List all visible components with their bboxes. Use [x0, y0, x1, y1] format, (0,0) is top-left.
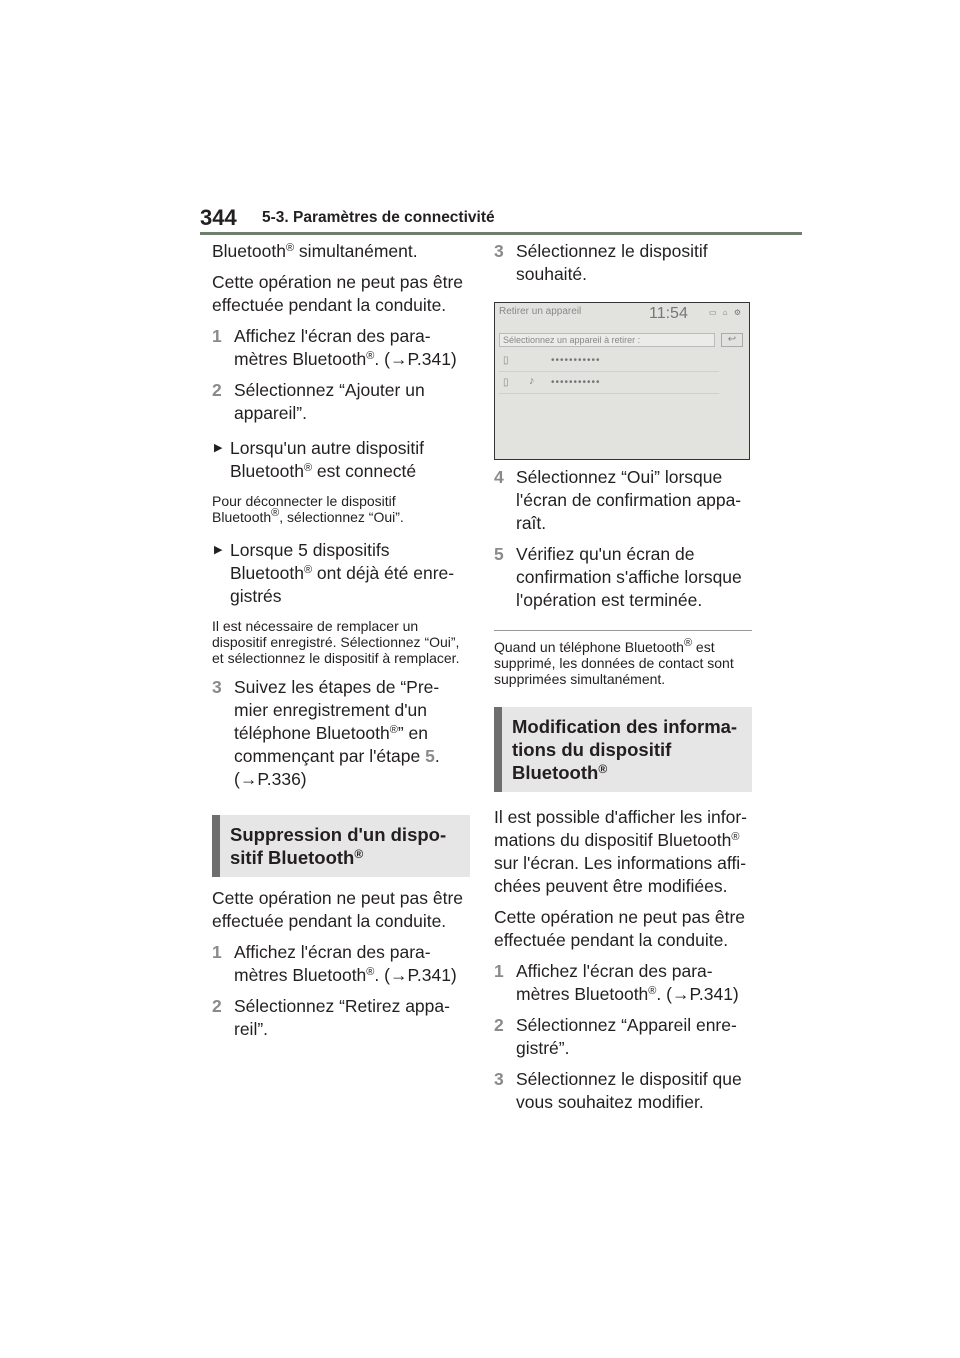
- modify-step-2: 2 Sélectionnez “Appareil enre-gistré”.: [494, 1015, 737, 1058]
- screen-title: Retirer un appareil: [499, 306, 582, 317]
- delete-step-5: 5 Vérifiez qu'un écran de confirmation s'affiche lorsque l'opération est terminée.: [494, 544, 742, 610]
- triangle-bullet-icon: ▶: [214, 442, 223, 454]
- right-column: [494, 240, 752, 1114]
- modify-step-1: 1 Affichez l'écran des para-mètres Bluetooth®. (→P.341): [494, 961, 739, 1004]
- select-prompt: Sélectionnez un appareil à retirer :: [499, 333, 715, 347]
- device-name: •••••••••••: [551, 377, 601, 388]
- note-contacts-deleted: Quand un téléphone Bluetooth® est supprimé, les données de contact sont supprimées simultanément.: [494, 637, 734, 687]
- delete-step-3: 3 Sélectionnez le dispositif souhaité.: [494, 241, 708, 284]
- modify-intro: Il est possible d'afficher les infor-mations du dispositif Bluetooth® sur l'écran. Les informations affi-chées peuvent être modifiées.: [494, 807, 747, 896]
- driving-warning: Cette opération ne peut pas être effectuée pendant la conduite.: [212, 272, 464, 315]
- step-1: 1 Affichez l'écran des para-mètres Bluetooth®. (→P.341): [212, 326, 457, 369]
- row-divider: [499, 393, 719, 394]
- delete-step-1: 1 Affichez l'écran des para-mètres Bluetooth®. (→P.341): [212, 942, 457, 985]
- triangle-bullet-icon: ▶: [214, 544, 223, 556]
- device-row[interactable]: [503, 353, 713, 371]
- section-title: 5-3. Paramètres de connectivité: [262, 209, 495, 226]
- delete-step-2: 2 Sélectionnez “Retirez appa-reil”.: [212, 996, 450, 1039]
- note-disconnect: Pour déconnecter le dispositif Bluetooth®, sélectionnez “Oui”.: [212, 493, 404, 525]
- phone-icon: ▯: [503, 355, 509, 366]
- page-number: 344: [200, 205, 237, 230]
- left-column: [212, 240, 470, 1041]
- delete-step-4: 4 Sélectionnez “Oui” lorsque l'écran de confirmation appa-raît.: [494, 467, 742, 533]
- heading-modify-info: Modification des informa-tions du dispositif Bluetooth®: [494, 707, 752, 792]
- remove-device-screen: [494, 302, 750, 460]
- status-icons: ▭ ⌂ ⚙: [708, 308, 743, 317]
- driving-warning-2: Cette opération ne peut pas être effectuée pendant la conduite.: [212, 888, 464, 931]
- header-rule: [200, 232, 802, 235]
- music-note-icon: ♪: [529, 375, 535, 387]
- note-replace: Il est nécessaire de remplacer un dispositif enregistré. Sélectionnez “Oui”, et sélectionnez le dispositif à remplacer.: [212, 618, 460, 666]
- step-2: 2 Sélectionnez “Ajouter un appareil”.: [212, 380, 425, 423]
- modify-step-3: 3 Sélectionnez le dispositif que vous souhaitez modifier.: [494, 1069, 742, 1112]
- driving-warning-3: Cette opération ne peut pas être effectuée pendant la conduite.: [494, 907, 746, 950]
- condition-five-registered: ▶ Lorsque 5 dispositifs Bluetooth® ont déjà été enre-gistrés: [214, 540, 455, 606]
- note-rule: [494, 630, 752, 631]
- device-row[interactable]: [503, 375, 713, 393]
- phone-icon: ▯: [503, 377, 509, 388]
- heading-delete-device: Suppression d'un dispo-sitif Bluetooth®: [212, 815, 470, 877]
- screen-clock: 11:54: [649, 305, 688, 322]
- row-divider: [499, 371, 719, 372]
- back-icon[interactable]: ↩: [721, 333, 743, 347]
- device-name: •••••••••••: [551, 355, 601, 366]
- intro-paragraph: Bluetooth® simultanément.: [212, 241, 418, 261]
- condition-connected: ▶ Lorsqu'un autre dispositif Bluetooth® est connecté: [214, 438, 425, 481]
- step-3: 3 Suivez les étapes de “Pre-mier enregistrement d'un téléphone Bluetooth®” en commençant par l'étape 5. (→P.336): [212, 677, 440, 789]
